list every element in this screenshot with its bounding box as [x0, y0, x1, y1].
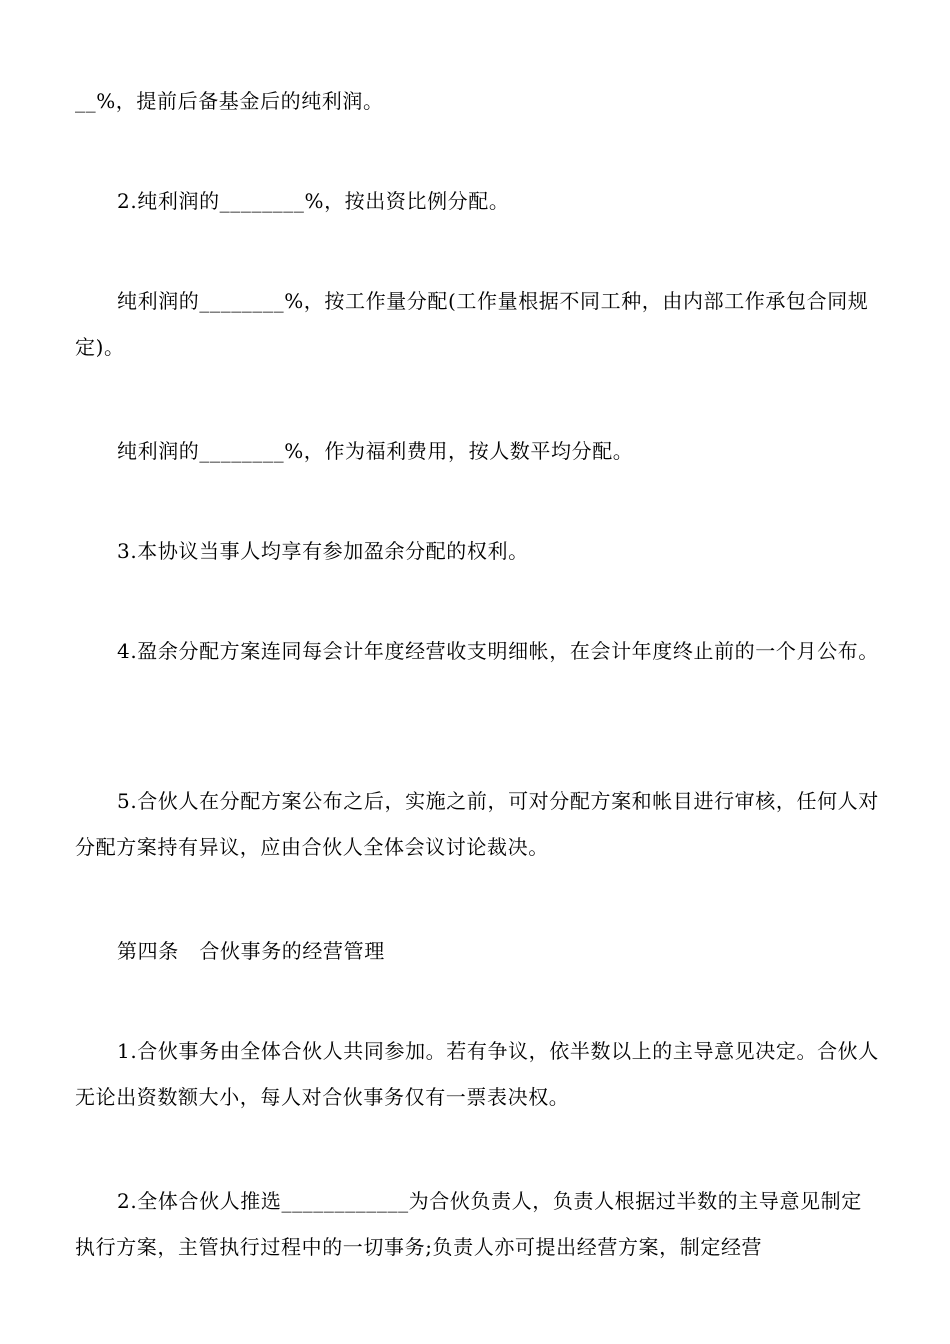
paragraph-profit-by-capital: 2.纯利润的________%，按出资比例分配。	[117, 189, 510, 213]
paragraph-partnership-leader: 2.全体合伙人推选____________为合伙负责人，负责人根据过半数的主导意见制定执行方案，主管执行过程中的一切事务;负责人亦可提出经营方案，制定经营	[75, 1189, 862, 1259]
paragraph-affairs-participation: 1.合伙事务由全体合伙人共同参加。若有争议，依半数以上的主导意见决定。合伙人无论出资数额大小，每人对合伙事务仅有一票表决权。	[75, 1039, 879, 1109]
paragraph-profit-by-workload: 纯利润的________%，按工作量分配(工作量根据不同工种，由内部工作承包合同规定)。	[75, 289, 869, 359]
section-heading-article-four: 第四条 合伙事务的经营管理	[117, 939, 385, 963]
paragraph-net-profit-reserve: __%，提前后备基金后的纯利润。	[75, 89, 384, 113]
paragraph-plan-review: 5.合伙人在分配方案公布之后，实施之前，可对分配方案和帐目进行审核，任何人对分配方案持有异议，应由合伙人全体会议讨论裁决。	[75, 789, 879, 859]
paragraph-surplus-rights: 3.本协议当事人均享有参加盈余分配的权利。	[117, 539, 529, 563]
paragraph-surplus-plan-publication: 4.盈余分配方案连同每会计年度经营收支明细帐，在会计年度终止前的一个月公布。	[117, 639, 879, 663]
paragraph-profit-welfare: 纯利润的________%，作为福利费用，按人数平均分配。	[117, 439, 634, 463]
